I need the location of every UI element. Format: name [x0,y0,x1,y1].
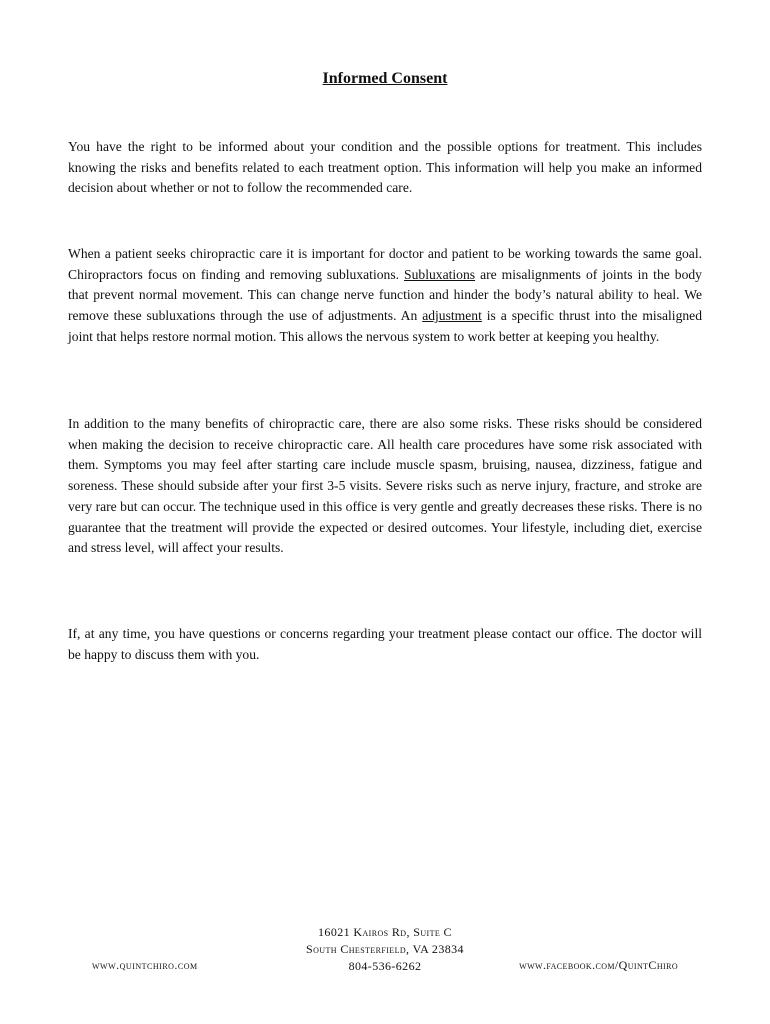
paragraph-risks: In addition to the many benefits of chiropractic care, there are also some risks. These risks should be considered when making the decision to receive chiropractic care. All health care procedures have some risk associated with them. Symptoms you may feel after starting care include muscle spasm, bruising, nausea, dizziness, fatigue and soreness. These should subside after your first 3-5 visits. Severe risks such as nerve injury, fracture, and stroke are very rare but can occur. The technique used in this office is very gentle and greatly decreases these risks. There is no guarantee that the treatment will provide the expected or desired outcomes. Your lifestyle, including diet, exercise and stress level, will affect your results. [68,416,702,556]
document-title: Informed Consent [322,70,448,87]
paragraph-text: When a patient seeks chiropractic care it is important for doctor and patient to be working towards the same goal. Chiropractors focus on finding and removing subluxations. [68,246,702,282]
paragraph-text: are misalignments of joints in the body that prevent normal movement. This can change nerve function and hinder the body’s natural ability to heal. We remove these subluxations through the use of adjustments. An [68,266,702,324]
paragraph-chiropractic-goal [68,244,702,348]
footer-facebook-link[interactable]: www.facebook.com/QuintChiro [519,958,678,972]
term-adjustment: adjustment [422,308,482,324]
term-subluxations: Subluxations [404,266,476,282]
footer-address-line1: 16021 Kairos Rd, Suite C [318,925,452,939]
paragraph-text: is a specific thrust into the misaligned joint that helps restore normal motion. This allows the nervous system to work better at keeping you healthy. [68,308,702,344]
paragraph-questions: If, at any time, you have questions or concerns regarding your treatment please contact our office. The doctor will be happy to discuss them with you. [68,626,702,662]
paragraph-right-to-be-informed: You have the right to be informed about your condition and the possible options for treatment. This includes knowing the risks and benefits related to each treatment option. This information will help you make an informed decision about whether or not to follow the recommended care. [68,139,702,196]
footer-website-link[interactable]: www.quintchiro.com [92,958,198,972]
footer-phone: 804-536-6262 [348,959,422,973]
footer-address-line2: South Chesterfield, VA 23834 [306,942,464,956]
